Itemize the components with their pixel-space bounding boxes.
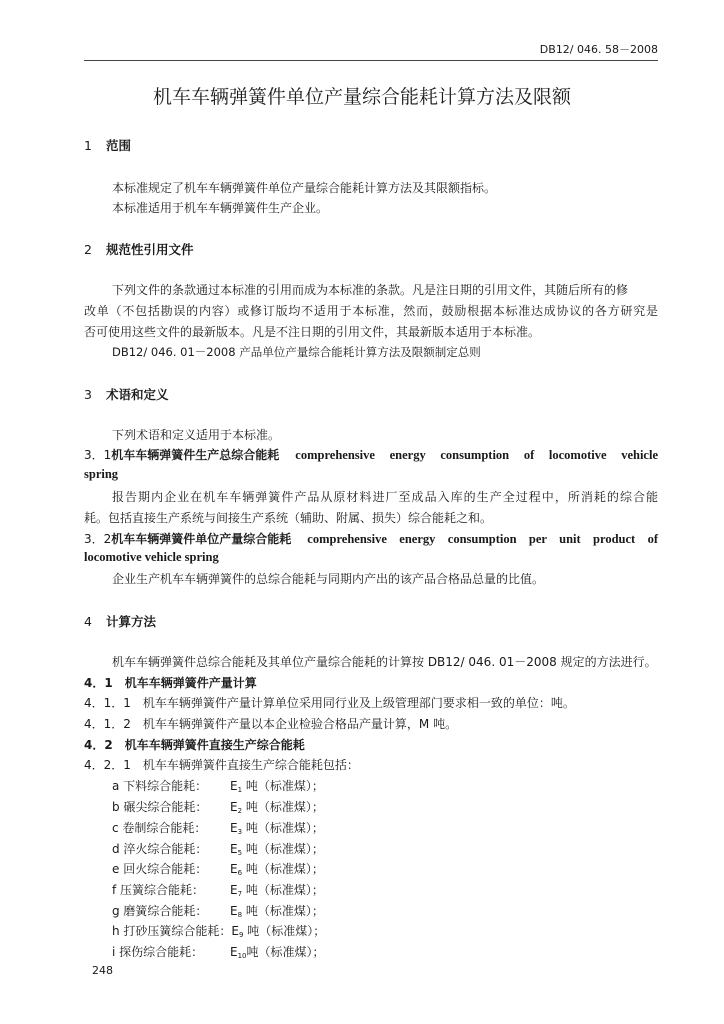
normative-reference: DB12/ 046. 01－2008 产品单位产量综合能耗计算方法及限额制定总则 — [112, 345, 481, 359]
energy-subscript: 9 — [239, 931, 244, 939]
energy-unit: 吨（标准煤）； — [242, 862, 324, 876]
section-title: 范围 — [106, 138, 132, 153]
page-number: 248 — [92, 964, 113, 977]
clause-4-1-2: 4．1．2 机车车辆弹簧件产量以本企业检验合格品产量计算，M 吨。 — [84, 717, 458, 731]
term-english: comprehensive energy consumption per unit product of — [307, 532, 658, 546]
subsection-4-2-heading: 4．2 机车车辆弹簧件直接生产综合能耗 — [84, 738, 305, 752]
energy-unit: 吨（标准煤）； — [242, 883, 324, 897]
section-4-heading — [84, 612, 156, 630]
term-chinese: 机车车辆弹簧件生产总综合能耗 — [111, 448, 280, 462]
energy-unit: 吨（标准煤）； — [242, 842, 324, 856]
paragraph: 本标准适用于机车车辆弹簧件生产企业。 — [112, 201, 329, 215]
term-3-2-heading — [84, 530, 658, 547]
paragraph: 下列术语和定义适用于本标准。 — [112, 428, 281, 442]
energy-unit: 吨（标准煤）； — [243, 924, 326, 938]
energy-unit: 吨（标准煤）； — [246, 945, 325, 959]
energy-symbol: E — [230, 883, 238, 897]
term-english-continued: locomotive vehicle spring — [84, 550, 219, 564]
list-item-value — [230, 860, 324, 877]
energy-unit: 吨（标准煤）； — [242, 779, 324, 793]
list-item-label: e 回火综合能耗： — [112, 862, 208, 876]
energy-symbol: E — [230, 842, 238, 856]
list-item-value — [230, 943, 325, 960]
energy-subscript: 8 — [237, 911, 243, 919]
section-number: 4 — [84, 614, 92, 629]
energy-subscript: 1 — [237, 786, 243, 794]
list-item-label: f 压簧综合能耗： — [112, 883, 205, 897]
list-item-value — [230, 777, 324, 794]
section-number: 3 — [84, 387, 92, 402]
list-item-value — [230, 840, 324, 857]
term-english: comprehensive energy consumption of locomotive vehicle — [295, 448, 658, 462]
section-2-heading — [84, 240, 194, 258]
energy-symbol: E — [230, 945, 238, 959]
paragraph-line: 改单（不包括勘误的内容）或修订版均不适用于本标准，然而，鼓励根据本标准达成协议的各方研究是 — [84, 304, 658, 318]
energy-symbol: E — [231, 924, 240, 938]
energy-subscript: 10 — [237, 952, 247, 960]
energy-unit: 吨（标准煤）； — [242, 904, 324, 918]
section-number: 1 — [84, 138, 92, 153]
paragraph-line: 否可使用这些文件的最新版本。凡是不注日期的引用文件，其最新版本适用于本标准。 — [84, 325, 541, 339]
section-3-heading — [84, 385, 169, 403]
section-1-heading — [84, 136, 131, 154]
energy-unit: 吨（标准煤）； — [242, 821, 324, 835]
list-item-value — [230, 798, 324, 815]
energy-subscript: 3 — [237, 828, 243, 836]
clause-4-2-1: 4．2．1 机车车辆弹簧件直接生产综合能耗包括： — [84, 758, 359, 772]
term-number: 3．2 — [84, 532, 112, 546]
paragraph-line: 报告期内企业在机车车辆弹簧件产品从原材料进厂至成品入库的生产全过程中，所消耗的综合能 — [112, 490, 658, 504]
document-title: 机车车辆弹簧件单位产量综合能耗计算方法及限额 — [152, 86, 571, 108]
paragraph-line: 企业生产机车车辆弹簧件的总综合能耗与同期内产出的该产品合格品总量的比值。 — [112, 572, 545, 586]
term-3-1-heading — [84, 446, 658, 463]
energy-symbol: E — [230, 904, 238, 918]
header-rule — [84, 60, 658, 61]
list-item-label — [112, 922, 325, 939]
paragraph-line: 下列文件的条款通过本标准的引用而成为本标准的条款。凡是注日期的引用文件，其随后所有的修 — [112, 283, 629, 297]
clause-4-1-1: 4．1．1 机车车辆弹簧件产量计算单位采用同行业及上级管理部门要求相一致的单位：吨。 — [84, 696, 575, 710]
paragraph: 机车车辆弹簧件总综合能耗及其单位产量综合能耗的计算按 DB12/ 046. 01－2008 规定的方法进行。 — [112, 655, 657, 669]
section-number: 2 — [84, 242, 92, 257]
energy-symbol: E — [230, 821, 238, 835]
term-number: 3．1 — [84, 448, 112, 462]
section-title: 规范性引用文件 — [106, 242, 194, 257]
energy-subscript: 5 — [237, 849, 243, 857]
list-item-label: c 卷制综合能耗： — [112, 821, 207, 835]
paragraph-line: 耗。包括直接生产系统与间接生产系统（辅助、附属、损失）综合能耗之和。 — [84, 511, 493, 525]
list-item-label: d 淬火综合能耗： — [112, 842, 208, 856]
list-item-label: a 下料综合能耗： — [112, 779, 208, 793]
energy-subscript: 7 — [237, 890, 243, 898]
energy-symbol: E — [230, 800, 238, 814]
standard-code-header: DB12/ 046. 58－2008 — [539, 43, 658, 56]
list-item-label: b 碾尖综合能耗： — [112, 800, 208, 814]
list-item-label-text: h 打砂压簧综合能耗： — [112, 924, 232, 938]
section-title: 术语和定义 — [106, 387, 169, 402]
list-item-value — [230, 819, 324, 836]
energy-unit: 吨（标准煤）； — [242, 800, 324, 814]
energy-subscript: 6 — [237, 869, 243, 877]
list-item-label: g 磨簧综合能耗： — [112, 904, 208, 918]
subsection-4-1-heading: 4．1 机车车辆弹簧件产量计算 — [84, 676, 257, 690]
list-item-value — [230, 902, 324, 919]
term-english-continued: spring — [84, 467, 119, 481]
list-item-value — [230, 881, 324, 898]
section-title: 计算方法 — [106, 614, 157, 629]
energy-symbol: E — [230, 779, 238, 793]
energy-subscript: 2 — [237, 807, 243, 815]
term-chinese: 机车车辆弹簧件单位产量综合能耗 — [111, 532, 292, 546]
paragraph: 本标准规定了机车车辆弹簧件单位产量综合能耗计算方法及其限额指标。 — [112, 181, 497, 195]
list-item-label: i 探伤综合能耗： — [112, 945, 204, 959]
energy-symbol: E — [230, 862, 238, 876]
